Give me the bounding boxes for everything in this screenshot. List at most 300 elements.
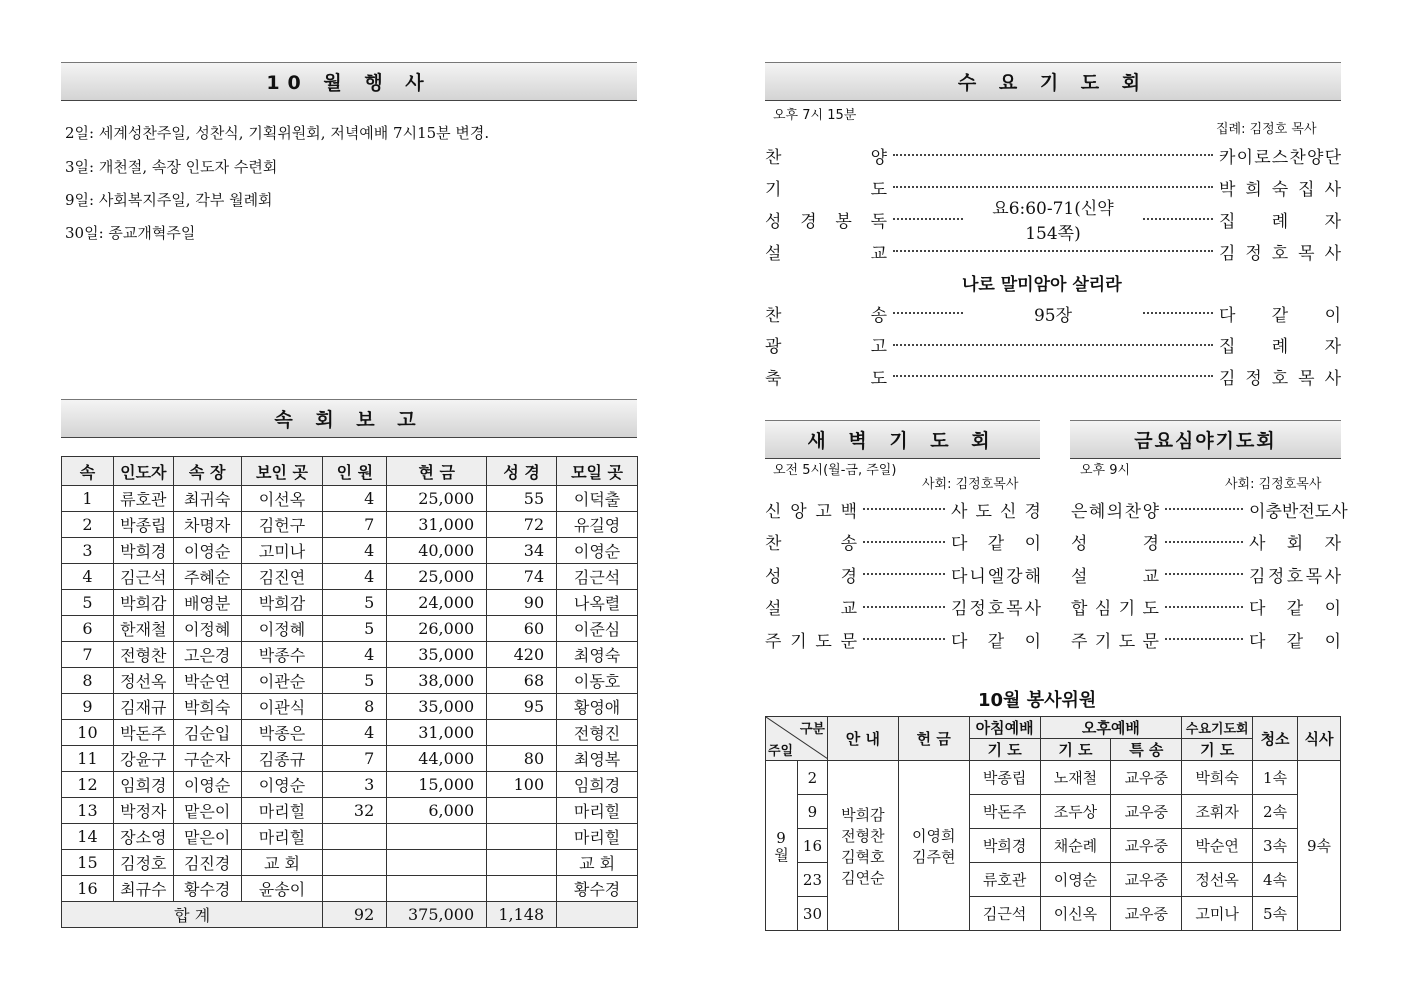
wednesday-prayer-cell: 정선옥 [1182, 863, 1253, 897]
col-header: 보인 곳 [241, 457, 323, 486]
table-cell: 40,000 [387, 538, 487, 564]
week-cell: 9 [797, 795, 827, 829]
table-cell: 10 [62, 720, 114, 746]
wednesday-header [765, 62, 1341, 101]
table-cell: 황영애 [557, 694, 638, 720]
total-bible: 1,148 [487, 902, 557, 928]
table-cell: 최귀숙 [173, 486, 241, 512]
table-cell: 김근석 [557, 564, 638, 590]
special-song-cell: 교우중 [1111, 897, 1182, 931]
table-cell: 4 [323, 486, 387, 512]
table-cell: 이동호 [557, 668, 638, 694]
order-row [765, 239, 1341, 263]
table-cell: 한재철 [113, 616, 173, 642]
table-cell: 배영분 [173, 590, 241, 616]
order-person: 집 례 자 [1219, 211, 1341, 232]
order-person: 이 충 반 전 도 사 [1249, 501, 1348, 522]
cleaning-cell: 2속 [1253, 795, 1298, 829]
table-cell: 이영순 [557, 538, 638, 564]
leader-dots [863, 638, 945, 640]
order-person: 다 같 이 [1249, 599, 1341, 619]
guide-name: 전형찬 [841, 826, 885, 845]
special-song-cell: 교우중 [1111, 761, 1182, 795]
special-song-cell: 교우중 [1111, 863, 1182, 897]
table-cell: 최영복 [557, 746, 638, 772]
col-header: 속 장 [173, 457, 241, 486]
table-row [62, 824, 638, 850]
order-label: 찬 양 [765, 147, 887, 168]
friday-time: 오후 9시 [1080, 463, 1131, 478]
table-cell: 74 [487, 564, 557, 590]
table-cell: 황수경 [557, 876, 638, 902]
afternoon-prayer-cell: 이영순 [1040, 863, 1111, 897]
cleaning-cell: 1속 [1253, 761, 1298, 795]
morning-prayer-cell: 김근석 [969, 897, 1040, 931]
table-cell: 김진경 [173, 850, 241, 876]
morning-prayer-cell: 류호관 [969, 863, 1040, 897]
table-cell: 김헌구 [241, 512, 323, 538]
table-cell: 11 [62, 746, 114, 772]
table-cell [487, 850, 557, 876]
table-cell: 2 [62, 512, 114, 538]
table-cell: 3 [62, 538, 114, 564]
order-label: 설 교 [1071, 566, 1159, 587]
table-cell [387, 876, 487, 902]
guide-name: 김연순 [841, 868, 885, 887]
friday-header [1070, 420, 1341, 459]
afternoon-prayer-cell: 채순례 [1040, 829, 1111, 863]
total-people: 92 [323, 902, 387, 928]
order-row [765, 562, 1041, 586]
table-cell: 김순입 [173, 720, 241, 746]
leader-dots [1165, 508, 1243, 510]
table-cell: 24,000 [387, 590, 487, 616]
table-cell [387, 824, 487, 850]
meal-cell: 9속 [1298, 761, 1341, 931]
table-cell: 34 [487, 538, 557, 564]
order-label: 설 교 [765, 599, 857, 619]
order-label: 찬 송 [765, 534, 857, 554]
col-header: 모일 곳 [557, 457, 638, 486]
table-cell: 이선옥 [241, 486, 323, 512]
order-person: 다 같 이 [1249, 631, 1341, 652]
table-cell: 차명자 [173, 512, 241, 538]
afternoon-prayer-header: 기 도 [1040, 739, 1111, 761]
table-cell: 박정자 [113, 798, 173, 824]
table-cell: 60 [487, 616, 557, 642]
order-label: 찬 송 [765, 305, 887, 326]
table-cell [487, 824, 557, 850]
order-person: 김 정 호 목 사 [1219, 243, 1341, 264]
order-label: 축 도 [765, 368, 887, 389]
leader-dots [893, 154, 1213, 156]
table-cell: 이영순 [173, 772, 241, 798]
table-cell: 최영숙 [557, 642, 638, 668]
week-label: 주일 [768, 744, 794, 759]
total-label: 합 계 [62, 902, 323, 928]
morning-header: 아침예배 [969, 717, 1040, 739]
table-cell [487, 720, 557, 746]
order-row [765, 199, 1341, 244]
order-person: 김 정 호 목 사 [1249, 566, 1341, 587]
guides-cell [827, 761, 898, 931]
table-cell: 박종수 [241, 642, 323, 668]
order-row [1071, 530, 1341, 554]
order-label: 성 경 [1071, 534, 1159, 554]
morning-prayer-cell: 박희경 [969, 829, 1040, 863]
leader-dots [893, 375, 1213, 377]
table-cell: 7 [323, 746, 387, 772]
dawn-title: 새 벽 기 도 회 [807, 430, 998, 452]
offering-cell [898, 761, 969, 931]
order-label: 성 경 봉 독 [765, 211, 887, 232]
col-header: 현 금 [387, 457, 487, 486]
cleaning-cell: 3속 [1253, 829, 1298, 863]
dawn-time: 오전 5시(월-금, 주일) [773, 463, 897, 478]
table-row [62, 720, 638, 746]
order-row [765, 143, 1341, 167]
offering-header: 헌 금 [898, 717, 969, 761]
table-cell: 맡은이 [173, 824, 241, 850]
cleaning-cell: 5속 [1253, 897, 1298, 931]
table-cell: 15 [62, 850, 114, 876]
gubun-label: 구분 [799, 722, 825, 737]
table-cell: 김근석 [113, 564, 173, 590]
special-song-cell: 교우중 [1111, 795, 1182, 829]
table-cell: 이관식 [241, 694, 323, 720]
special-song-cell: 교우중 [1111, 829, 1182, 863]
sermon-title: 나로 말미암아 살리라 [962, 275, 1122, 295]
order-row [765, 364, 1341, 388]
table-row [62, 876, 638, 902]
order-label: 합 심 기 도 [1071, 599, 1159, 619]
order-row [765, 497, 1041, 521]
table-cell: 4 [323, 642, 387, 668]
order-row [765, 530, 1041, 554]
table-cell: 15,000 [387, 772, 487, 798]
table-cell: 35,000 [387, 694, 487, 720]
table-row [62, 538, 638, 564]
table-cell: 주혜순 [173, 564, 241, 590]
wednesday-prayer-cell: 고미나 [1182, 897, 1253, 931]
guide-name: 김혁호 [841, 847, 885, 866]
order-row [1071, 562, 1341, 586]
order-person: 다 같 이 [951, 534, 1041, 554]
order-detail: 95장 [1033, 305, 1073, 326]
table-cell: 95 [487, 694, 557, 720]
table-cell: 4 [323, 538, 387, 564]
table-cell: 김정호 [113, 850, 173, 876]
leader-dots [893, 344, 1213, 346]
event-item: 2일: 세계성찬주일, 성찬식, 기획위원회, 저녁예배 7시15분 변경. [65, 124, 490, 142]
table-cell: 13 [62, 798, 114, 824]
week-cell: 2 [797, 761, 827, 795]
order-row [765, 333, 1341, 357]
offering-name: 김주현 [911, 847, 956, 866]
wednesday-title: 수 요 기 도 회 [957, 72, 1149, 94]
table-cell: 이준심 [557, 616, 638, 642]
table-row [62, 746, 638, 772]
leader-dots [1165, 541, 1243, 543]
friday-title: 금요심야기도회 [1134, 430, 1277, 452]
table-cell: 이영순 [173, 538, 241, 564]
week-cell: 23 [797, 863, 827, 897]
event-item: 3일: 개천절, 속장 인도자 수련회 [65, 158, 278, 176]
table-cell: 12 [62, 772, 114, 798]
table-row [766, 761, 1341, 795]
order-person: 다 같 이 [1219, 305, 1341, 326]
table-cell: 4 [323, 720, 387, 746]
table-cell: 전형진 [557, 720, 638, 746]
table-cell [487, 798, 557, 824]
table-cell: 5 [323, 616, 387, 642]
table-cell: 100 [487, 772, 557, 798]
order-row [765, 301, 1341, 325]
wednesday-col-header: 수요기도회 [1182, 717, 1253, 739]
table-cell: 마리힐 [241, 798, 323, 824]
table-row [62, 850, 638, 876]
table-cell [323, 850, 387, 876]
table-cell: 윤송이 [241, 876, 323, 902]
table-row [62, 564, 638, 590]
total-empty [557, 902, 638, 928]
table-cell: 80 [487, 746, 557, 772]
table-row [62, 486, 638, 512]
table-cell: 25,000 [387, 486, 487, 512]
table-cell: 이관순 [241, 668, 323, 694]
guide-name: 박희감 [841, 805, 885, 824]
table-row [62, 616, 638, 642]
afternoon-prayer-cell: 이신옥 [1040, 897, 1111, 931]
table-cell: 교 회 [241, 850, 323, 876]
event-item: 9일: 사회복지주일, 각부 월례회 [65, 191, 273, 209]
table-cell: 44,000 [387, 746, 487, 772]
wednesday-prayer-cell: 박희숙 [1182, 761, 1253, 795]
col-header: 인도자 [113, 457, 173, 486]
table-cell [387, 850, 487, 876]
order-label: 주 기 도 문 [1071, 631, 1159, 652]
leader-dots [863, 606, 945, 608]
table-cell: 이정혜 [173, 616, 241, 642]
leader-dots [863, 508, 945, 510]
cleaning-cell: 4속 [1253, 863, 1298, 897]
table-cell: 임희경 [113, 772, 173, 798]
leader-dots [1165, 606, 1243, 608]
order-person: 사 도 신 경 [951, 501, 1041, 522]
table-cell: 8 [323, 694, 387, 720]
table-cell [487, 876, 557, 902]
table-cell [323, 876, 387, 902]
table-row [62, 642, 638, 668]
afternoon-prayer-cell: 조두상 [1040, 795, 1111, 829]
class-report-table [61, 456, 638, 928]
table-cell: 55 [487, 486, 557, 512]
order-row [765, 627, 1041, 651]
order-label: 설 교 [765, 243, 887, 264]
table-cell: 김재규 [113, 694, 173, 720]
table-cell: 김종규 [241, 746, 323, 772]
service-committee-title: 10월 봉사위원 [978, 690, 1097, 711]
leader-dots [893, 218, 963, 220]
table-cell: 31,000 [387, 512, 487, 538]
leader-dots [1143, 218, 1213, 220]
table-cell: 7 [62, 642, 114, 668]
gubun-week-cell [766, 717, 828, 761]
table-cell: 박종립 [113, 512, 173, 538]
class-report-header [61, 399, 637, 438]
leader-dots [893, 186, 1213, 188]
month-cell: 9월 [766, 761, 798, 931]
table-cell: 마리힐 [557, 824, 638, 850]
class-report-title: 속 회 보 고 [274, 409, 424, 431]
table-cell: 최규수 [113, 876, 173, 902]
table-cell [323, 824, 387, 850]
service-committee-table [765, 716, 1341, 931]
table-cell: 김진연 [241, 564, 323, 590]
table-cell: 고은경 [173, 642, 241, 668]
table-cell: 고미나 [241, 538, 323, 564]
guide-header: 안 내 [827, 717, 898, 761]
col-header: 인 원 [323, 457, 387, 486]
afternoon-header: 오후예배 [1040, 717, 1182, 739]
order-person: 다 같 이 [951, 631, 1041, 652]
morning-prayer-cell: 박종립 [969, 761, 1040, 795]
wednesday-prayer-cell: 박순연 [1182, 829, 1253, 863]
table-cell: 26,000 [387, 616, 487, 642]
table-cell: 황수경 [173, 876, 241, 902]
leader-dots [1165, 638, 1243, 640]
order-person: 김 정 호 목 사 [1219, 368, 1341, 389]
table-cell: 420 [487, 642, 557, 668]
table-cell: 4 [62, 564, 114, 590]
table-cell: 5 [323, 668, 387, 694]
meal-header: 식사 [1298, 717, 1341, 761]
order-label: 신 앙 고 백 [765, 501, 857, 522]
table-cell: 마리힐 [241, 824, 323, 850]
october-events-title: 10 월 행 사 [266, 72, 432, 94]
table-row [62, 694, 638, 720]
table-cell: 이영순 [241, 772, 323, 798]
table-cell: 박순연 [173, 668, 241, 694]
table-cell: 이덕출 [557, 486, 638, 512]
table-cell: 3 [323, 772, 387, 798]
table-row [62, 590, 638, 616]
leader-dots [1143, 312, 1213, 314]
event-item: 30일: 종교개혁주일 [65, 224, 196, 242]
order-label: 성 경 [765, 566, 857, 587]
table-cell: 6 [62, 616, 114, 642]
week-cell: 30 [797, 897, 827, 931]
table-cell: 68 [487, 668, 557, 694]
table-row [62, 772, 638, 798]
order-label: 기 도 [765, 179, 887, 200]
table-cell: 이정혜 [241, 616, 323, 642]
order-row [765, 595, 1041, 619]
table-cell: 6,000 [387, 798, 487, 824]
table-cell: 강윤구 [113, 746, 173, 772]
table-cell: 나옥렬 [557, 590, 638, 616]
table-cell: 5 [323, 590, 387, 616]
order-person: 카 이 로 스 찬 양 단 [1219, 147, 1341, 168]
table-cell: 박돈주 [113, 720, 173, 746]
wednesday-prayer-cell: 조휘자 [1182, 795, 1253, 829]
table-cell: 박희숙 [173, 694, 241, 720]
wednesday-leader: 집례: 김정호 목사 [1216, 122, 1317, 137]
leader-dots [863, 573, 945, 575]
dawn-leader: 사회: 김정호목사 [922, 477, 1019, 492]
week-cell: 16 [797, 829, 827, 863]
table-row [62, 512, 638, 538]
table-cell: 31,000 [387, 720, 487, 746]
october-events-header [61, 62, 637, 101]
table-cell: 박희경 [113, 538, 173, 564]
table-cell: 7 [323, 512, 387, 538]
wednesday-time: 오후 7시 15분 [773, 108, 857, 123]
col-header: 속 [62, 457, 114, 486]
table-cell: 72 [487, 512, 557, 538]
cleaning-header: 청소 [1253, 717, 1298, 761]
table-cell: 유길영 [557, 512, 638, 538]
table-cell: 9 [62, 694, 114, 720]
table-row [62, 798, 638, 824]
leader-dots [1165, 573, 1243, 575]
order-label: 은 혜 의 찬 양 [1071, 501, 1159, 522]
table-cell: 14 [62, 824, 114, 850]
leader-dots [863, 541, 945, 543]
table-cell: 35,000 [387, 642, 487, 668]
table-cell: 구순자 [173, 746, 241, 772]
order-person: 김 정 호 목 사 [951, 599, 1041, 619]
table-cell: 1 [62, 486, 114, 512]
total-row [62, 902, 638, 928]
order-person: 집 례 자 [1219, 337, 1341, 357]
friday-leader: 사회: 김정호목사 [1225, 477, 1322, 492]
table-cell: 맡은이 [173, 798, 241, 824]
table-cell: 마리힐 [557, 798, 638, 824]
table-cell: 임희경 [557, 772, 638, 798]
table-cell: 정선옥 [113, 668, 173, 694]
order-label: 광 고 [765, 337, 887, 357]
order-person: 박 희 숙 집 사 [1219, 179, 1341, 200]
table-cell: 90 [487, 590, 557, 616]
table-cell: 전형찬 [113, 642, 173, 668]
table-row [62, 668, 638, 694]
table-cell: 4 [323, 564, 387, 590]
table-cell: 16 [62, 876, 114, 902]
table-cell: 장소영 [113, 824, 173, 850]
table-cell: 류호관 [113, 486, 173, 512]
order-person: 사 회 자 [1249, 534, 1341, 554]
table-cell: 38,000 [387, 668, 487, 694]
dawn-header [765, 420, 1040, 459]
table-cell: 박종은 [241, 720, 323, 746]
table-cell: 박희감 [113, 590, 173, 616]
table-cell: 32 [323, 798, 387, 824]
leader-dots [893, 312, 963, 314]
col-header: 성 경 [487, 457, 557, 486]
order-label: 주 기 도 문 [765, 631, 857, 652]
order-row [1071, 627, 1341, 651]
special-song-header: 특 송 [1111, 739, 1182, 761]
order-row [1071, 595, 1341, 619]
table-cell: 교 회 [557, 850, 638, 876]
leader-dots [893, 250, 1213, 252]
offering-name: 이영희 [911, 826, 956, 845]
table-cell: 5 [62, 590, 114, 616]
afternoon-prayer-cell: 노재철 [1040, 761, 1111, 795]
morning-prayer-cell: 박돈주 [969, 795, 1040, 829]
table-cell: 8 [62, 668, 114, 694]
